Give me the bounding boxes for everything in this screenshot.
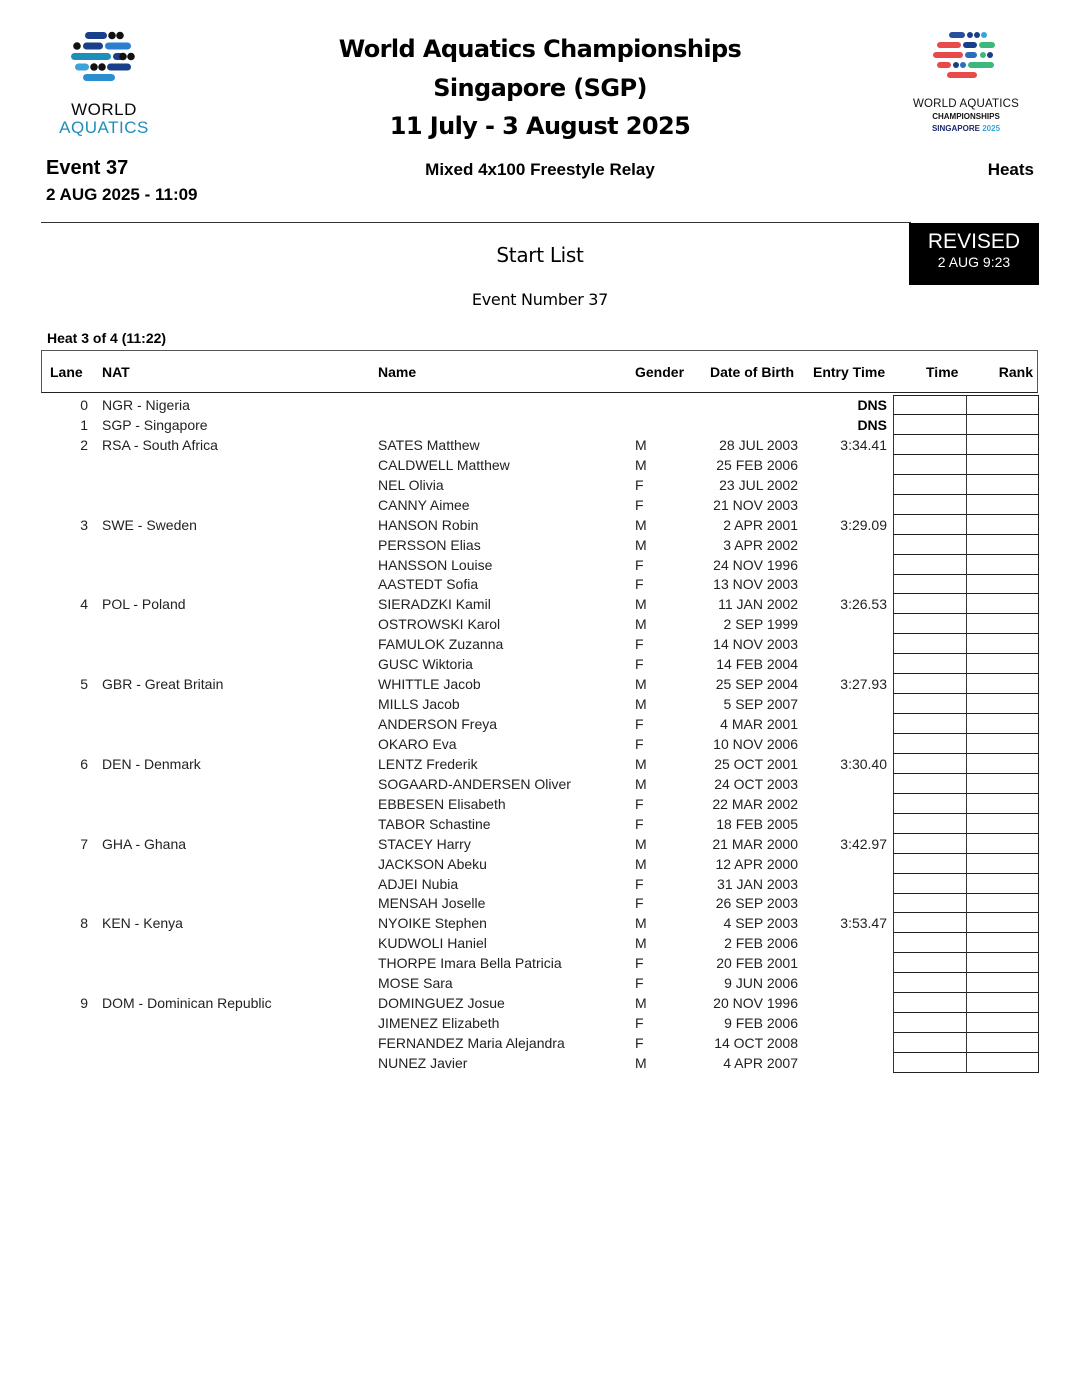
table-row — [0, 1013, 1080, 1033]
logo-text-singapore — [896, 124, 1036, 133]
date-of-birth: 9 JUN 2006 — [724, 975, 798, 992]
lane-number: 2 — [80, 436, 88, 453]
gender: M — [635, 516, 647, 533]
table-row — [0, 714, 1080, 734]
rank-cell — [966, 1013, 1039, 1033]
rank-cell — [966, 475, 1039, 495]
date-of-birth: 13 NOV 2003 — [713, 576, 798, 593]
revised-timestamp: 2 AUG 9:23 — [937, 254, 1011, 270]
rank-cell — [966, 634, 1039, 654]
table-row — [0, 734, 1080, 754]
time-cell — [893, 614, 966, 634]
rank-cell — [966, 435, 1039, 455]
rank-cell — [966, 953, 1039, 973]
athlete-name: DOMINGUEZ Josue — [378, 995, 505, 1012]
athlete-name: TABOR Schastine — [378, 815, 491, 832]
date-of-birth: 14 FEB 2004 — [716, 656, 798, 673]
athlete-name: NEL Olivia — [378, 476, 444, 493]
table-row — [0, 893, 1080, 913]
rank-cell — [966, 794, 1039, 814]
logo-text-world-aquatics: WORLD AQUATICS — [912, 98, 1020, 110]
rank-cell — [966, 1033, 1039, 1053]
entry-time: 3:42.97 — [840, 835, 887, 852]
rank-cell — [966, 594, 1039, 614]
date-of-birth: 20 NOV 1996 — [713, 995, 798, 1012]
date-of-birth: 4 APR 2007 — [723, 1054, 798, 1071]
athlete-name: GUSC Wiktoria — [378, 656, 473, 673]
gender: M — [635, 915, 647, 932]
nation: NGR - Nigeria — [102, 397, 190, 413]
gender: F — [635, 815, 644, 832]
entry-time: 3:53.47 — [840, 915, 887, 932]
date-of-birth: 21 MAR 2000 — [712, 835, 798, 852]
time-cell — [893, 455, 966, 475]
rank-cell — [966, 455, 1039, 475]
logo-text-aquatics: AQUATICS — [59, 118, 149, 137]
event-name: Mixed 4x100 Freestyle Relay — [425, 160, 655, 179]
entry-time: 3:26.53 — [840, 596, 887, 613]
date-of-birth: 24 NOV 1996 — [713, 556, 798, 573]
time-cell — [893, 714, 966, 734]
nation: DOM - Dominican Republic — [102, 995, 272, 1012]
gender: F — [635, 656, 644, 673]
gender: F — [635, 476, 644, 493]
time-cell — [893, 874, 966, 894]
athlete-name: ADJEI Nubia — [378, 875, 459, 892]
rank-cell — [966, 933, 1039, 953]
gender: F — [635, 496, 644, 513]
athlete-name: JACKSON Abeku — [378, 855, 487, 872]
rank-cell — [966, 515, 1039, 535]
athlete-name: OSTROWSKI Karol — [378, 616, 501, 633]
athlete-name: THORPE Imara Bella Patricia — [378, 955, 562, 972]
table-row — [0, 535, 1080, 555]
time-cell — [893, 535, 966, 555]
athlete-name: EBBESEN Elisabeth — [378, 795, 506, 812]
rank-cell — [966, 973, 1039, 993]
entry-time: 3:29.09 — [840, 516, 887, 533]
gender: F — [635, 556, 644, 573]
lane-number: 5 — [80, 676, 88, 693]
gender: F — [635, 735, 644, 752]
lane-number: 6 — [80, 755, 88, 772]
athlete-name: SOGAARD-ANDERSEN Oliver — [378, 775, 571, 792]
gender: F — [635, 1035, 644, 1051]
table-row — [0, 874, 1080, 894]
time-cell — [893, 674, 966, 694]
time-cell — [893, 854, 966, 874]
date-of-birth: 2 FEB 2006 — [724, 935, 798, 952]
gender: F — [635, 875, 644, 892]
entry-time: DNS — [857, 397, 887, 413]
gender: M — [635, 995, 647, 1012]
gender: M — [635, 755, 647, 772]
rank-cell — [966, 555, 1039, 575]
table-row — [0, 475, 1080, 495]
table-row — [0, 395, 1080, 415]
gender: M — [635, 616, 647, 633]
table-row — [0, 594, 1080, 614]
date-of-birth: 12 APR 2000 — [715, 855, 798, 872]
gender: M — [635, 456, 647, 473]
time-cell — [893, 654, 966, 674]
time-cell — [893, 834, 966, 854]
athlete-name: CALDWELL Matthew — [378, 456, 510, 473]
championship-title: World Aquatics Championships — [338, 35, 742, 63]
rank-cell — [966, 834, 1039, 854]
athlete-name: FAMULOK Zuzanna — [378, 636, 504, 653]
time-cell — [893, 1053, 966, 1073]
column-header-gender: Gender — [635, 364, 685, 380]
nation: RSA - South Africa — [102, 436, 218, 453]
revised-badge — [909, 223, 1039, 285]
gender: M — [635, 775, 647, 792]
athlete-name: MENSAH Joselle — [378, 895, 486, 912]
lane-number: 1 — [80, 416, 88, 433]
table-row — [0, 834, 1080, 854]
table-row — [0, 654, 1080, 674]
rank-cell — [966, 1053, 1039, 1073]
athlete-name: HANSSON Louise — [378, 556, 493, 573]
date-of-birth: 2 APR 2001 — [723, 516, 798, 533]
document-subtitle: Event Number 37 — [471, 290, 609, 309]
time-cell — [893, 754, 966, 774]
time-cell — [893, 435, 966, 455]
rank-cell — [966, 874, 1039, 894]
time-cell — [893, 933, 966, 953]
column-header-lane: Lane — [50, 364, 83, 380]
time-cell — [893, 953, 966, 973]
table-row — [0, 854, 1080, 874]
date-of-birth: 18 FEB 2005 — [716, 815, 798, 832]
rank-cell — [966, 754, 1039, 774]
table-row — [0, 953, 1080, 973]
table-row — [0, 913, 1080, 933]
athlete-name: LENTZ Frederik — [378, 755, 478, 772]
lane-number: 9 — [80, 995, 88, 1012]
lane-number: 7 — [80, 835, 88, 852]
gender: M — [635, 436, 647, 453]
date-of-birth: 5 SEP 2007 — [723, 696, 798, 713]
gender: F — [635, 895, 644, 912]
gender: M — [635, 935, 647, 952]
table-row — [0, 814, 1080, 834]
time-cell — [893, 794, 966, 814]
date-of-birth: 28 JUL 2003 — [719, 436, 798, 453]
gender: M — [635, 835, 647, 852]
athlete-name: WHITTLE Jacob — [378, 676, 481, 693]
table-row — [0, 455, 1080, 475]
date-of-birth: 14 NOV 2003 — [713, 636, 798, 653]
athlete-name: FERNANDEZ Maria Alejandra — [378, 1035, 565, 1051]
gender: F — [635, 636, 644, 653]
time-cell — [893, 774, 966, 794]
time-cell — [893, 734, 966, 754]
championships-emblem-icon — [931, 30, 1001, 90]
athlete-name: MOSE Sara — [378, 975, 453, 992]
column-header-date-of-birth: Date of Birth — [710, 364, 794, 380]
nation: DEN - Denmark — [102, 755, 201, 772]
gender: F — [635, 975, 644, 992]
gender: M — [635, 696, 647, 713]
championship-dates: 11 July - 3 August 2025 — [389, 112, 691, 140]
nation: POL - Poland — [102, 596, 186, 613]
gender: M — [635, 536, 647, 553]
athlete-name: PERSSON Elias — [378, 536, 481, 553]
table-row — [0, 754, 1080, 774]
entry-time: DNS — [857, 416, 887, 433]
lane-number: 0 — [80, 397, 88, 413]
event-label: Event 37 — [46, 157, 129, 179]
time-cell — [893, 415, 966, 435]
table-row — [0, 495, 1080, 515]
column-header-rank: Rank — [998, 364, 1033, 380]
date-of-birth: 3 APR 2002 — [723, 536, 798, 553]
gender: F — [635, 716, 644, 732]
rank-cell — [966, 535, 1039, 555]
gender: M — [635, 676, 647, 693]
athlete-name: NYOIKE Stephen — [378, 915, 487, 932]
date-of-birth: 25 SEP 2004 — [715, 676, 798, 693]
time-cell — [893, 913, 966, 933]
date-of-birth: 14 OCT 2008 — [714, 1035, 798, 1051]
rank-cell — [966, 574, 1039, 594]
time-cell — [893, 515, 966, 535]
date-of-birth: 31 JAN 2003 — [717, 875, 798, 892]
athlete-name: OKARO Eva — [378, 735, 457, 752]
column-header-entry-time: Entry Time — [813, 364, 886, 380]
nation: GHA - Ghana — [102, 835, 187, 852]
entry-time: 3:30.40 — [840, 755, 887, 772]
nation: GBR - Great Britain — [102, 676, 224, 693]
rank-cell — [966, 734, 1039, 754]
gender: F — [635, 955, 644, 972]
table-row — [0, 933, 1080, 953]
header-divider — [41, 222, 911, 223]
athlete-name: CANNY Aimee — [378, 496, 470, 513]
table-row — [0, 973, 1080, 993]
athlete-name: STACEY Harry — [378, 835, 471, 852]
rank-cell — [966, 893, 1039, 913]
time-cell — [893, 973, 966, 993]
time-cell — [893, 993, 966, 1013]
date-of-birth: 2 SEP 1999 — [723, 616, 798, 633]
column-header-nat: NAT — [102, 364, 130, 380]
athlete-name: KUDWOLI Haniel — [378, 935, 487, 952]
event-datetime: 2 AUG 2025 - 11:09 — [46, 185, 198, 204]
world-aquatics-logo — [44, 30, 164, 140]
table-row — [0, 515, 1080, 535]
time-cell — [893, 1033, 966, 1053]
nation: SGP - Singapore — [102, 416, 208, 433]
gender: F — [635, 1015, 644, 1032]
athlete-name: JIMENEZ Elizabeth — [378, 1015, 500, 1032]
logo-text-championships: CHAMPIONSHIPS — [932, 112, 1000, 121]
time-cell — [893, 1013, 966, 1033]
logo-text-year: 2025 — [982, 124, 1001, 133]
document-title: Start List — [496, 243, 584, 267]
date-of-birth: 26 SEP 2003 — [715, 895, 798, 912]
table-row — [0, 794, 1080, 814]
table-row — [0, 774, 1080, 794]
time-cell — [893, 555, 966, 575]
championship-location: Singapore (SGP) — [433, 74, 647, 102]
logo-text-world: WORLD — [71, 100, 137, 119]
date-of-birth: 21 NOV 2003 — [713, 496, 798, 513]
athlete-name: SATES Matthew — [378, 436, 480, 453]
table-row — [0, 694, 1080, 714]
column-header-name: Name — [378, 364, 417, 380]
gender: F — [635, 576, 644, 593]
table-row — [0, 1033, 1080, 1053]
gender: M — [635, 596, 647, 613]
table-row — [0, 415, 1080, 435]
entry-time: 3:27.93 — [840, 676, 887, 693]
athlete-name: HANSON Robin — [378, 516, 479, 533]
heat-label: Heat 3 of 4 (11:22) — [47, 330, 167, 346]
athlete-name: ANDERSON Freya — [378, 716, 498, 732]
rank-cell — [966, 993, 1039, 1013]
table-row — [0, 435, 1080, 455]
lane-number: 3 — [80, 516, 88, 533]
gender: F — [635, 795, 644, 812]
time-cell — [893, 893, 966, 913]
rank-cell — [966, 913, 1039, 933]
table-row — [0, 1053, 1080, 1073]
lane-number: 8 — [80, 915, 88, 932]
date-of-birth: 25 OCT 2001 — [714, 755, 798, 772]
revised-label: REVISED — [927, 230, 1021, 253]
athlete-name: NUNEZ Javier — [378, 1054, 468, 1071]
time-cell — [893, 475, 966, 495]
athlete-name: SIERADZKI Kamil — [378, 596, 491, 613]
table-header — [41, 350, 1038, 393]
entry-time: 3:34.41 — [840, 436, 887, 453]
date-of-birth: 10 NOV 2006 — [713, 735, 798, 752]
table-row — [0, 993, 1080, 1013]
table-row — [0, 674, 1080, 694]
athlete-name: MILLS Jacob — [378, 696, 460, 713]
rank-cell — [966, 774, 1039, 794]
time-cell — [893, 574, 966, 594]
date-of-birth: 20 FEB 2001 — [716, 955, 798, 972]
date-of-birth: 24 OCT 2003 — [714, 775, 798, 792]
column-header-time: Time — [926, 364, 959, 380]
time-cell — [893, 495, 966, 515]
date-of-birth: 25 FEB 2006 — [716, 456, 798, 473]
nation: SWE - Sweden — [102, 516, 197, 533]
date-of-birth: 9 FEB 2006 — [724, 1015, 798, 1032]
rank-cell — [966, 674, 1039, 694]
gender: M — [635, 1054, 647, 1071]
table-row — [0, 634, 1080, 654]
time-cell — [893, 395, 966, 415]
lane-number: 4 — [80, 596, 88, 613]
date-of-birth: 4 SEP 2003 — [723, 915, 798, 932]
table-row — [0, 555, 1080, 575]
time-cell — [893, 634, 966, 654]
rank-cell — [966, 694, 1039, 714]
date-of-birth: 4 MAR 2001 — [720, 716, 798, 732]
date-of-birth: 22 MAR 2002 — [712, 795, 798, 812]
time-cell — [893, 814, 966, 834]
championships-singapore-logo — [896, 30, 1036, 140]
rank-cell — [966, 415, 1039, 435]
rank-cell — [966, 395, 1039, 415]
rank-cell — [966, 495, 1039, 515]
world-aquatics-emblem-icon — [69, 30, 139, 94]
athlete-name: AASTEDT Sofia — [378, 576, 479, 593]
nation: KEN - Kenya — [102, 915, 183, 932]
logo-text-singapore-city: SINGAPORE — [931, 124, 980, 133]
rank-cell — [966, 714, 1039, 734]
table-row — [0, 614, 1080, 634]
time-cell — [893, 594, 966, 614]
rank-cell — [966, 614, 1039, 634]
time-cell — [893, 694, 966, 714]
rank-cell — [966, 814, 1039, 834]
gender: M — [635, 855, 647, 872]
date-of-birth: 23 JUL 2002 — [719, 476, 798, 493]
rank-cell — [966, 654, 1039, 674]
start-list-table-body — [0, 395, 1080, 1073]
date-of-birth: 11 JAN 2002 — [718, 596, 798, 613]
table-row — [0, 574, 1080, 594]
rank-cell — [966, 854, 1039, 874]
event-phase: Heats — [987, 160, 1034, 179]
